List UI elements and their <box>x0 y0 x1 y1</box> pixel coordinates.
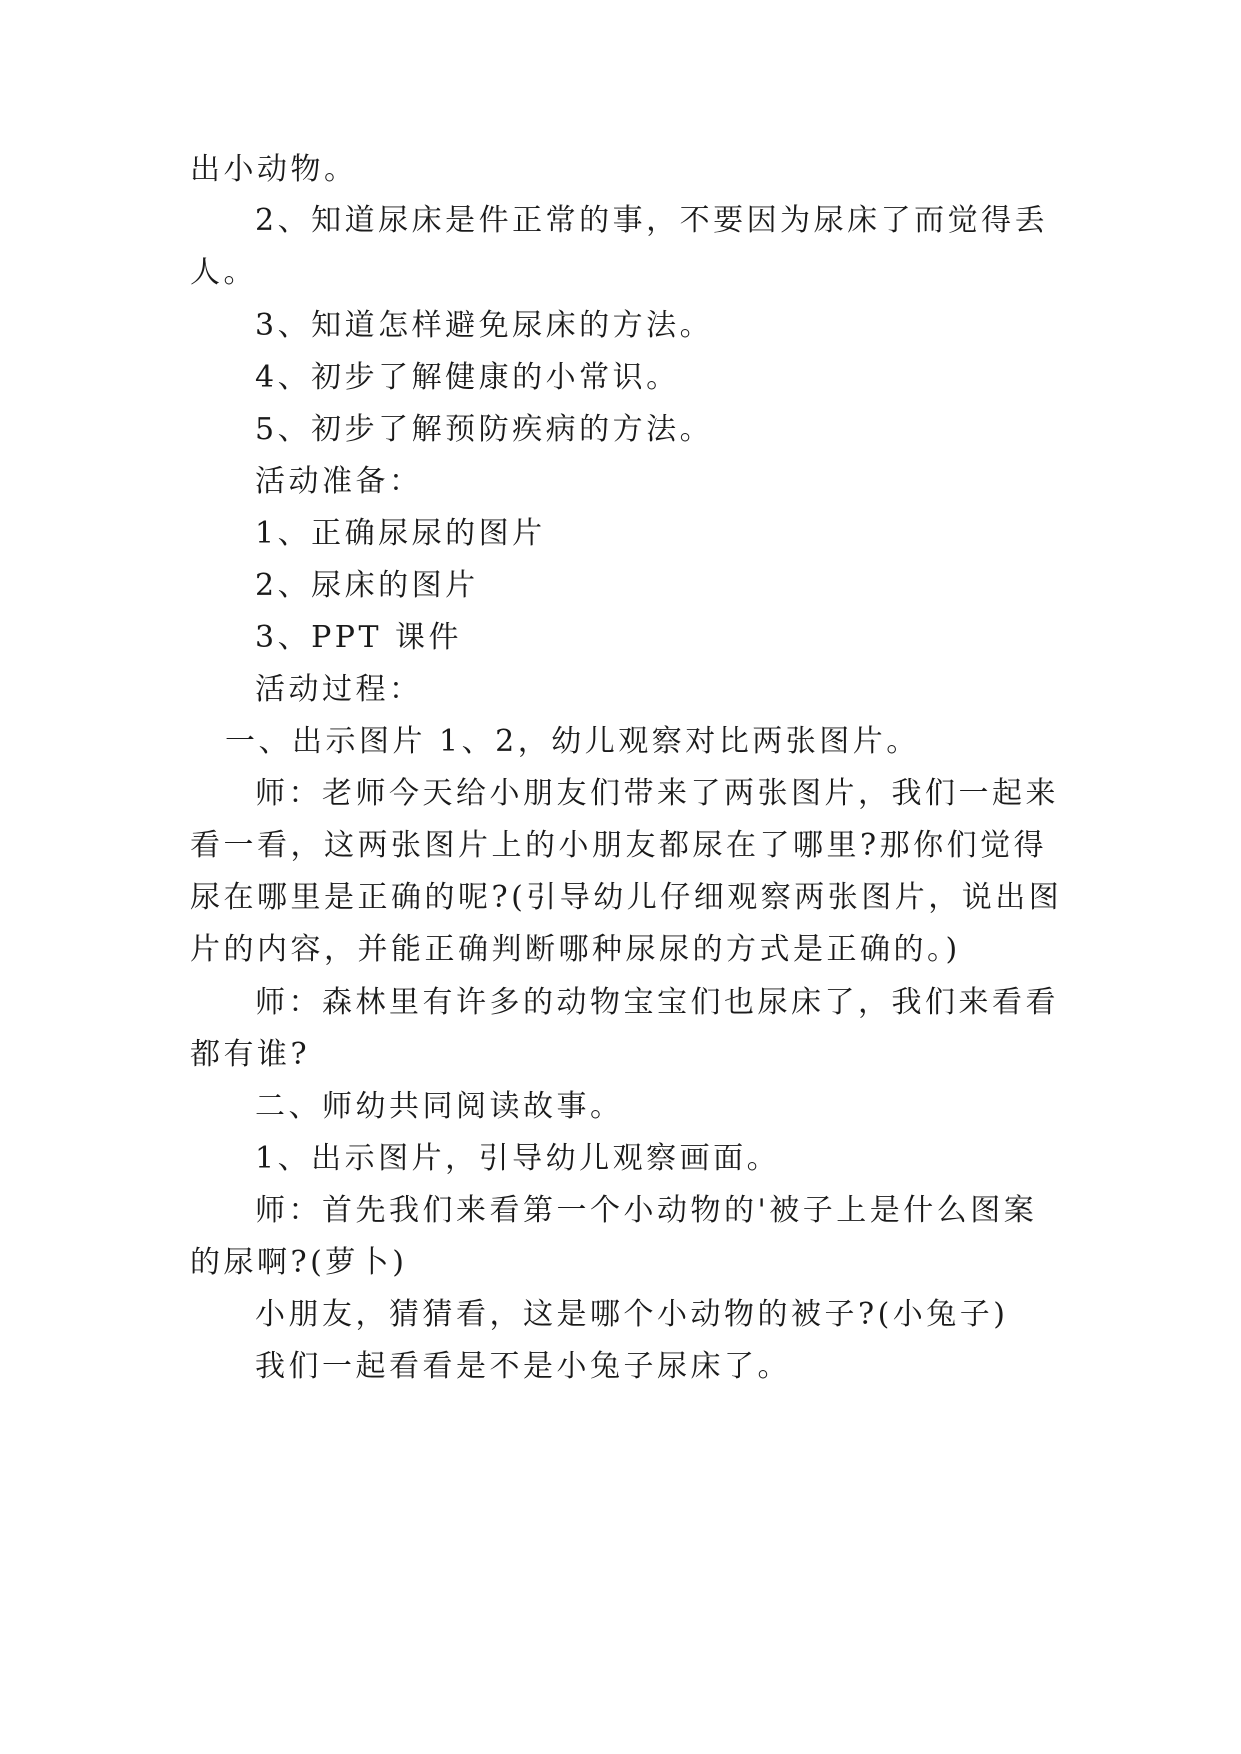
text-line: 师：首先我们来看第一个小动物的'被子上是什么图案 <box>255 1193 1038 1228</box>
text-line: 4、初步了解健康的小常识。 <box>255 360 680 395</box>
text-line: 都有谁? <box>190 1037 311 1072</box>
text-line: 出小动物。 <box>190 152 358 187</box>
text-line: 一、出示图片 1、2，幼儿观察对比两张图片。 <box>225 724 920 759</box>
text-line: 师：森林里有许多的动物宝宝们也尿床了，我们来看看 <box>255 985 1059 1020</box>
text-line: 人。 <box>190 255 257 290</box>
section-heading: 二、师幼共同阅读故事。 <box>255 1089 624 1124</box>
text-line: 2、知道尿床是件正常的事，不要因为尿床了而觉得丢 <box>255 203 1049 238</box>
text-line: 的尿啊?(萝卜) <box>190 1245 408 1280</box>
text-line: 1、正确尿尿的图片 <box>255 516 546 551</box>
text-line: 2、尿床的图片 <box>255 568 479 603</box>
text-line: 片的内容，并能正确判断哪种尿尿的方式是正确的。) <box>190 932 961 967</box>
text-line: 小朋友，猜猜看，这是哪个小动物的被子?(小兔子) <box>255 1297 1009 1332</box>
text-line: 师：老师今天给小朋友们带来了两张图片，我们一起来 <box>255 776 1059 811</box>
section-heading: 活动过程： <box>255 672 423 707</box>
section-heading: 活动准备： <box>255 464 423 499</box>
text-line: 尿在哪里是正确的呢?(引导幼儿仔细观察两张图片，说出图 <box>190 880 1063 915</box>
text-line: 看一看，这两张图片上的小朋友都尿在了哪里?那你们觉得 <box>190 828 1048 863</box>
text-line: 3、知道怎样避免尿床的方法。 <box>255 308 714 343</box>
text-line: 1、出示图片，引导幼儿观察画面。 <box>255 1141 781 1176</box>
text-line: 5、初步了解预防疾病的方法。 <box>255 412 714 447</box>
text-line: 我们一起看看是不是小兔子尿床了。 <box>255 1349 791 1384</box>
text-line: 3、PPT 课件 <box>255 620 463 655</box>
